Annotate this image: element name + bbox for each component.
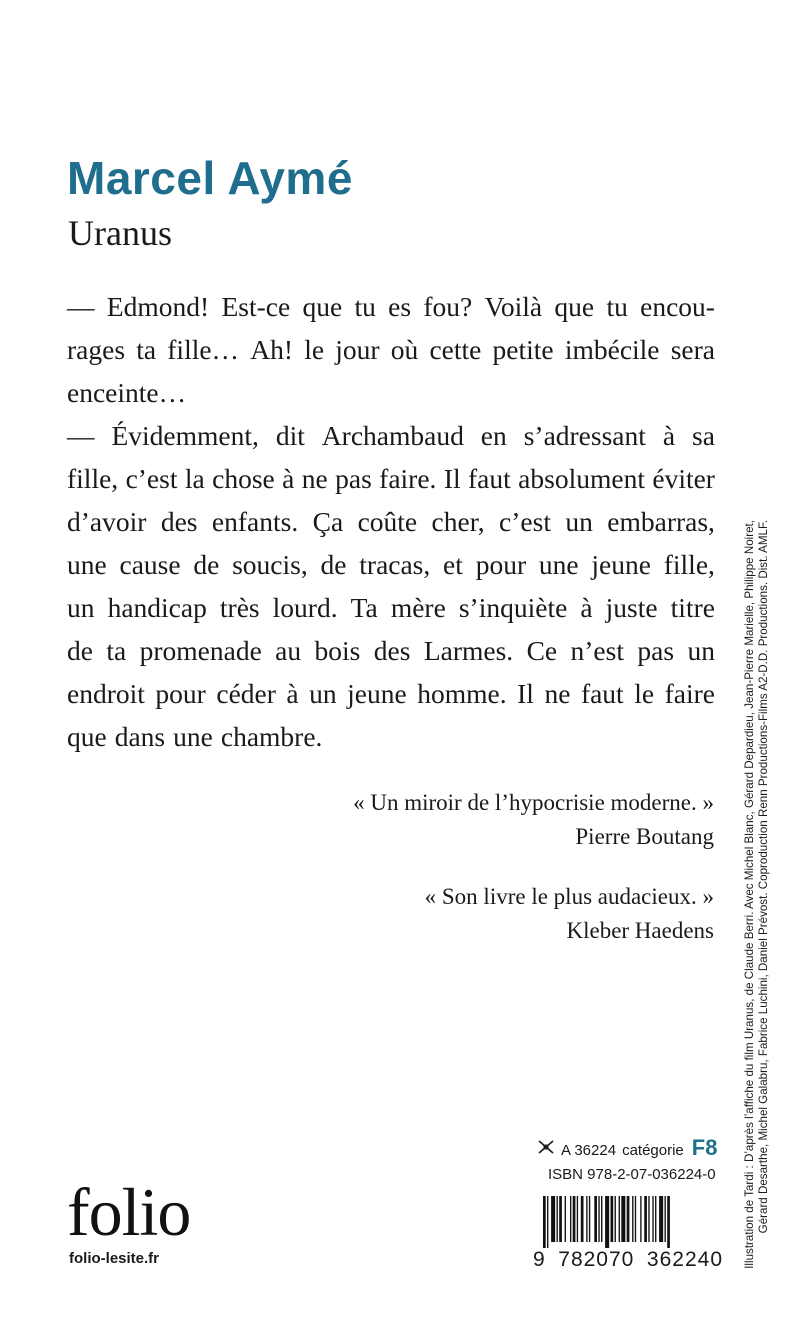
- excerpt-word: très: [219, 592, 260, 623]
- excerpt-word: —: [67, 291, 95, 322]
- excerpt-word: fou?: [423, 291, 473, 322]
- category-label: catégorie: [622, 1142, 684, 1159]
- excerpt-word: bois: [314, 635, 361, 666]
- excerpt-word: de: [67, 635, 93, 666]
- barcode-bar: [589, 1196, 590, 1242]
- excerpt-word: coûte: [357, 506, 418, 537]
- excerpt-word: la: [184, 463, 205, 494]
- excerpt-word: absolument: [518, 463, 645, 494]
- excerpt-word: enceinte…: [67, 377, 187, 408]
- excerpt-word: ta: [136, 334, 157, 365]
- excerpt-word: que: [554, 291, 595, 322]
- excerpt-word: faut: [580, 678, 624, 709]
- barcode-bar: [601, 1196, 602, 1242]
- excerpt-line: [67, 285, 715, 328]
- excerpt-word: à: [580, 592, 593, 623]
- excerpt-word: Est-ce: [221, 291, 291, 322]
- barcode-bar: [619, 1196, 620, 1242]
- excerpt-word: imbécile: [564, 334, 660, 365]
- excerpt-word: mère: [390, 592, 446, 623]
- excerpt-word: que: [67, 721, 107, 752]
- excerpt-word: ne: [301, 463, 328, 494]
- excerpt-word: juste: [605, 592, 658, 623]
- excerpt-word: fille,: [67, 463, 119, 494]
- excerpt-word: d’avoir: [67, 506, 147, 537]
- catalog-line: [537, 1135, 717, 1161]
- excerpt-word: soucis,: [232, 549, 308, 580]
- excerpt-word: cette: [429, 334, 482, 365]
- excerpt-word: un: [67, 592, 95, 623]
- excerpt-word: une: [173, 721, 213, 752]
- barcode-bar: [632, 1196, 633, 1242]
- barcode-digit-group: 362240: [646, 1248, 723, 1271]
- excerpt-word: es: [388, 291, 412, 322]
- barcode: [543, 1196, 719, 1248]
- barcode-bar: [586, 1196, 587, 1242]
- excerpt-word: des: [373, 635, 411, 666]
- barcode-digits: [533, 1248, 723, 1272]
- quote-text: « Un miroir de l’hypocrisie moderne. »: [353, 790, 714, 815]
- credit-line-1: Illustration de Tardi : D’après l’affiche du film Uranus, de Claude Berri. Avec Michel Blanc, Gérard Depardieu, Jean-Pierre Marielle, Philippe Noiret,: [743, 520, 756, 1269]
- excerpt-word: en: [480, 420, 507, 451]
- excerpt-word: faire: [664, 678, 715, 709]
- barcode-bar: [659, 1196, 663, 1242]
- excerpt-word: des: [160, 506, 198, 537]
- quote-text: « Son livre le plus audacieux. »: [424, 884, 714, 909]
- excerpt-word: ne: [544, 678, 571, 709]
- excerpt-word: tu: [354, 291, 376, 322]
- excerpt-word: une: [538, 549, 579, 580]
- barcode-bar: [581, 1196, 584, 1242]
- excerpt-line: [67, 328, 715, 371]
- barcode-bar: [570, 1196, 571, 1242]
- excerpt-word: Ce: [526, 635, 558, 666]
- excerpt-word: une: [67, 549, 107, 580]
- excerpt-word: Archambaud: [321, 420, 464, 451]
- barcode-bar: [644, 1196, 647, 1242]
- barcode-bar: [621, 1196, 625, 1242]
- excerpt-word: pas: [335, 463, 372, 494]
- excerpt-word: homme.: [417, 678, 507, 709]
- excerpt-word: jeune: [591, 549, 651, 580]
- excerpt-word: embarras,: [607, 506, 715, 537]
- barcode-bar: [627, 1196, 630, 1242]
- excerpt-line: [67, 457, 715, 500]
- excerpt-word: —: [67, 420, 95, 451]
- excerpt-line: [67, 500, 715, 543]
- excerpt-word: pas: [637, 635, 675, 666]
- excerpt-word: Évidemment,: [111, 420, 259, 451]
- excerpt-word: au: [275, 635, 302, 666]
- catalog-code: A 36224: [561, 1142, 617, 1159]
- excerpt-line: [67, 414, 715, 457]
- excerpt-word: Ah!: [250, 334, 294, 365]
- excerpt-word: rages: [67, 334, 126, 365]
- excerpt-word: c’est: [499, 506, 551, 537]
- excerpt-word: un: [309, 678, 337, 709]
- barcode-bar: [611, 1196, 614, 1242]
- barcode-bar: [605, 1196, 609, 1248]
- excerpt-word: faut: [468, 463, 511, 494]
- excerpt-word: Edmond!: [106, 291, 210, 322]
- quote-1: [353, 786, 714, 854]
- isbn: ISBN 978-2-07-036224-0: [548, 1166, 716, 1183]
- excerpt-word: que: [302, 291, 343, 322]
- folio-logo: folio: [67, 1174, 191, 1250]
- excerpt-word: promenade: [139, 635, 262, 666]
- excerpt-word: à: [286, 678, 299, 709]
- excerpt-word: de: [320, 549, 347, 580]
- excerpt-line: [67, 715, 715, 758]
- barcode-bar: [635, 1196, 636, 1242]
- excerpt-word: c’est: [125, 463, 178, 494]
- excerpt-word: faire.: [379, 463, 437, 494]
- barcode-bar: [652, 1196, 653, 1242]
- excerpt-line: [67, 543, 715, 586]
- publisher-website[interactable]: folio-lesite.fr: [69, 1250, 160, 1267]
- barcode-bar: [559, 1196, 562, 1242]
- excerpt-word: Il: [517, 678, 534, 709]
- excerpt-word: Voilà: [484, 291, 543, 322]
- excerpt-word: céder: [216, 678, 276, 709]
- barcode-bar: [543, 1196, 546, 1248]
- excerpt-word: un: [565, 506, 593, 537]
- excerpt-word: Il: [443, 463, 461, 494]
- excerpt-word: cher,: [431, 506, 485, 537]
- barcode-bar: [551, 1196, 555, 1242]
- barcode-bar: [648, 1196, 649, 1242]
- excerpt-word: à: [282, 463, 295, 494]
- excerpt-line: [67, 672, 715, 715]
- excerpt-word: pour: [475, 549, 527, 580]
- excerpt-word: Ça: [312, 506, 344, 537]
- quote-source: Kleber Haedens: [566, 918, 714, 943]
- excerpt-word: éviter: [652, 463, 715, 494]
- excerpt-word: fille…: [167, 334, 240, 365]
- excerpt-line: [67, 629, 715, 672]
- excerpt-word: s’inquiète: [458, 592, 568, 623]
- excerpt-word: lourd.: [272, 592, 338, 623]
- excerpt-word: et: [443, 549, 463, 580]
- excerpt-word: jour: [335, 334, 380, 365]
- quote-source: Pierre Boutang: [575, 824, 714, 849]
- excerpt-word: un: [687, 635, 715, 666]
- credit-line-2: Gérard Desarthe, Michel Galabru, Fabrice Luchini, Daniel Prévost. Coproduction Renn Productions-Films A2-D.D. Productions. Dist. AMLF.: [757, 520, 770, 1234]
- excerpt-word: le: [634, 678, 655, 709]
- barcode-bar: [577, 1196, 578, 1242]
- excerpt-line: [67, 586, 715, 629]
- excerpt: [67, 285, 715, 758]
- excerpt-word: sera: [670, 334, 715, 365]
- excerpt-word: où: [390, 334, 419, 365]
- excerpt-word: jeune: [347, 678, 407, 709]
- excerpt-word: le: [304, 334, 325, 365]
- excerpt-word: enfants.: [211, 506, 299, 537]
- excerpt-word: chambre.: [220, 721, 323, 752]
- excerpt-word: s’adressant: [523, 420, 646, 451]
- excerpt-word: fille,: [663, 549, 715, 580]
- author-name: Marcel Aymé: [67, 152, 353, 204]
- barcode-bar: [565, 1196, 566, 1242]
- category-badge: F8: [691, 1135, 718, 1160]
- barcode-bar: [640, 1196, 641, 1242]
- book-title: Uranus: [68, 213, 172, 253]
- excerpt-word: encou-: [640, 291, 715, 322]
- excerpt-word: titre: [670, 592, 715, 623]
- folio-colophon-icon: [537, 1139, 555, 1155]
- excerpt-word: sa: [692, 420, 715, 451]
- excerpt-word: à: [662, 420, 676, 451]
- excerpt-word: Ta: [350, 592, 378, 623]
- quote-2: [425, 880, 714, 948]
- barcode-bar: [655, 1196, 656, 1242]
- excerpt-word: tracas,: [359, 549, 431, 580]
- excerpt-word: n’est: [570, 635, 624, 666]
- excerpt-line: [67, 371, 715, 414]
- barcode-bar: [573, 1196, 576, 1242]
- excerpt-word: pour: [155, 678, 206, 709]
- barcode-bar: [557, 1196, 558, 1242]
- barcode-bar: [598, 1196, 599, 1242]
- barcode-bar: [667, 1196, 670, 1248]
- barcode-bar: [615, 1196, 616, 1242]
- excerpt-word: dit: [275, 420, 305, 451]
- barcode-bar: [547, 1196, 548, 1248]
- barcode-bar: [594, 1196, 597, 1242]
- excerpt-word: tu: [606, 291, 628, 322]
- barcode-digit-group: 782070: [558, 1248, 635, 1271]
- excerpt-word: petite: [492, 334, 554, 365]
- excerpt-word: de: [193, 549, 220, 580]
- excerpt-word: endroit: [67, 678, 145, 709]
- excerpt-word: dans: [114, 721, 166, 752]
- excerpt-word: Larmes.: [423, 635, 514, 666]
- barcode-bar: [665, 1196, 666, 1242]
- excerpt-word: ta: [106, 635, 127, 666]
- barcode-digit-group: 9: [533, 1248, 546, 1271]
- excerpt-word: chose: [212, 463, 275, 494]
- excerpt-word: cause: [119, 549, 181, 580]
- excerpt-word: handicap: [107, 592, 207, 623]
- side-credits: [743, 520, 771, 1300]
